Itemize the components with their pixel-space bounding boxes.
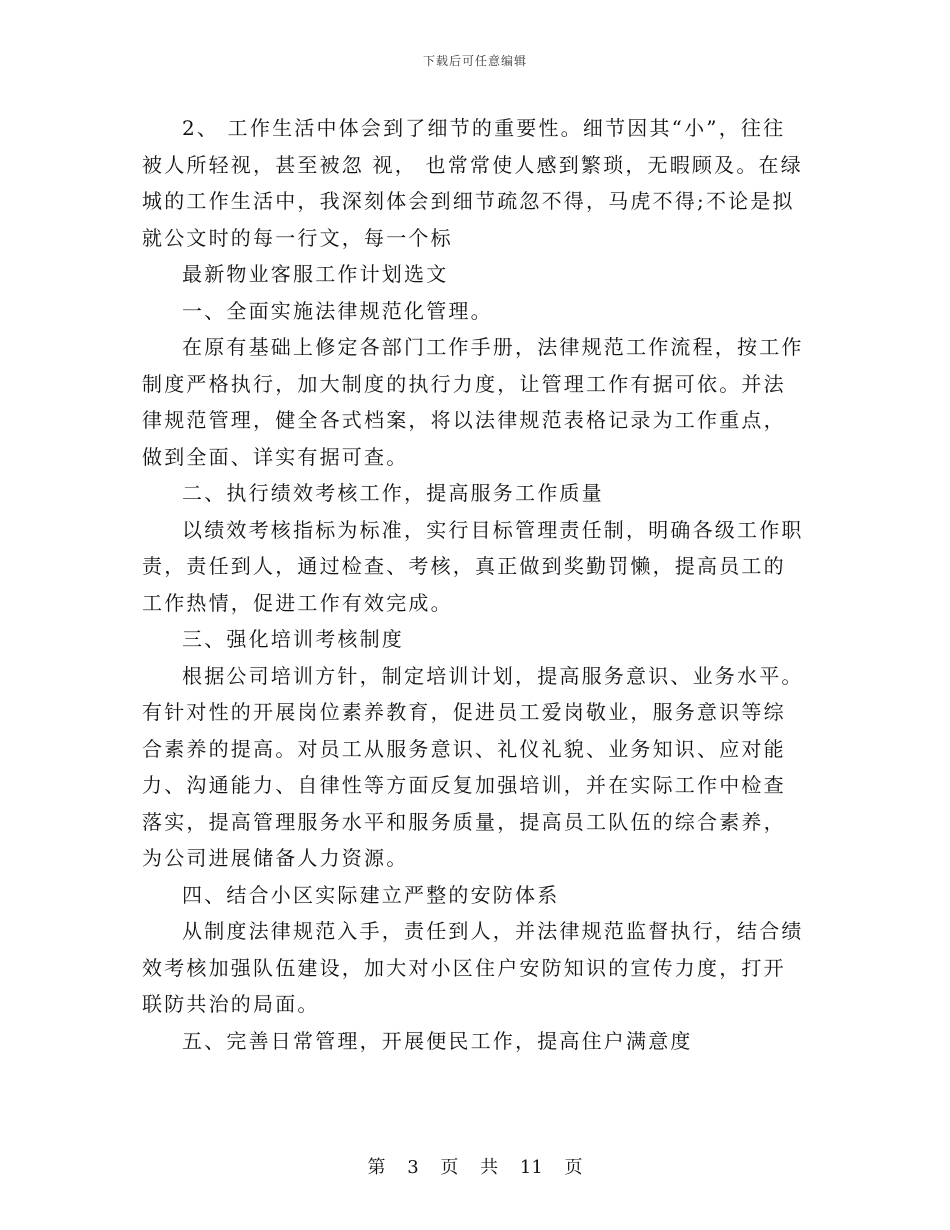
heading-4: 四、结合小区实际建立严整的安防体系	[182, 882, 560, 907]
paragraph-1: 2、 工作生活中体会到了细节的重要性。细节因其“小”，往往被人所轻视，甚至被忽 视， 也常常使人感到繁琐，无暇顾及。在绿城的工作生活中，我深刻体会到细节疏忽不得，马虎不得;不论是拟就公文时的每一行文，每一个标	[142, 116, 803, 250]
heading-1: 一、全面实施法律规范化管理。	[182, 298, 493, 323]
footer-current-page: 3	[407, 1157, 419, 1178]
heading-2: 二、执行绩效考核工作，提高服务工作质量	[182, 481, 604, 505]
footer-total-word: 共	[480, 1157, 499, 1178]
footer-page-word: 页	[440, 1157, 459, 1178]
paragraph-5: 从制度法律规范入手，责任到人，并法律规范监督执行，结合绩效考核加强队伍建设，加大对小区住户安防知识的宣传力度，打开联防共治的局面。	[142, 919, 804, 1016]
footer-suffix: 页	[564, 1157, 583, 1178]
heading-3: 三、强化培训考核制度	[182, 627, 404, 651]
heading-5: 五、完善日常管理，开展便民工作，提高住户满意度	[182, 1028, 693, 1053]
page-header: 下载后可任意编辑	[422, 54, 527, 68]
footer-total-pages: 11	[519, 1157, 543, 1178]
section-title: 最新物业客服工作计划选文	[182, 262, 449, 286]
paragraph-3: 以绩效考核指标为标准，实行目标管理责任制，明确各级工作职责，责任到人，通过检查、考核，真正做到奖勤罚懒，提高员工的工作热情，促进工作有效完成。	[142, 517, 804, 615]
footer-prefix: 第	[367, 1157, 386, 1178]
document-body	[142, 110, 807, 1059]
page-footer	[0, 1153, 950, 1179]
paragraph-4: 根据公司培训方针，制定培训计划，提高服务意识、业务水平。有针对性的开展岗位素养教育，促进员工爱岗敬业，服务意识等综合素养的提高。对员工从服务意识、礼仪礼貌、业务知识、应对能力、沟通能力、自律性等方面反复加强培训，并在实际工作中检查落实，提高管理服务水平和服务质量，提高员工队伍的综合素养，为公司进展储备人力资源。	[142, 663, 804, 870]
paragraph-2: 在原有基础上修定各部门工作手册，法律规范工作流程，按工作制度严格执行，加大制度的执行力度，让管理工作有据可依。并法律规范管理，健全各式档案，将以法律规范表格记录为工作重点，做到全面、详实有据可查。	[142, 335, 804, 469]
